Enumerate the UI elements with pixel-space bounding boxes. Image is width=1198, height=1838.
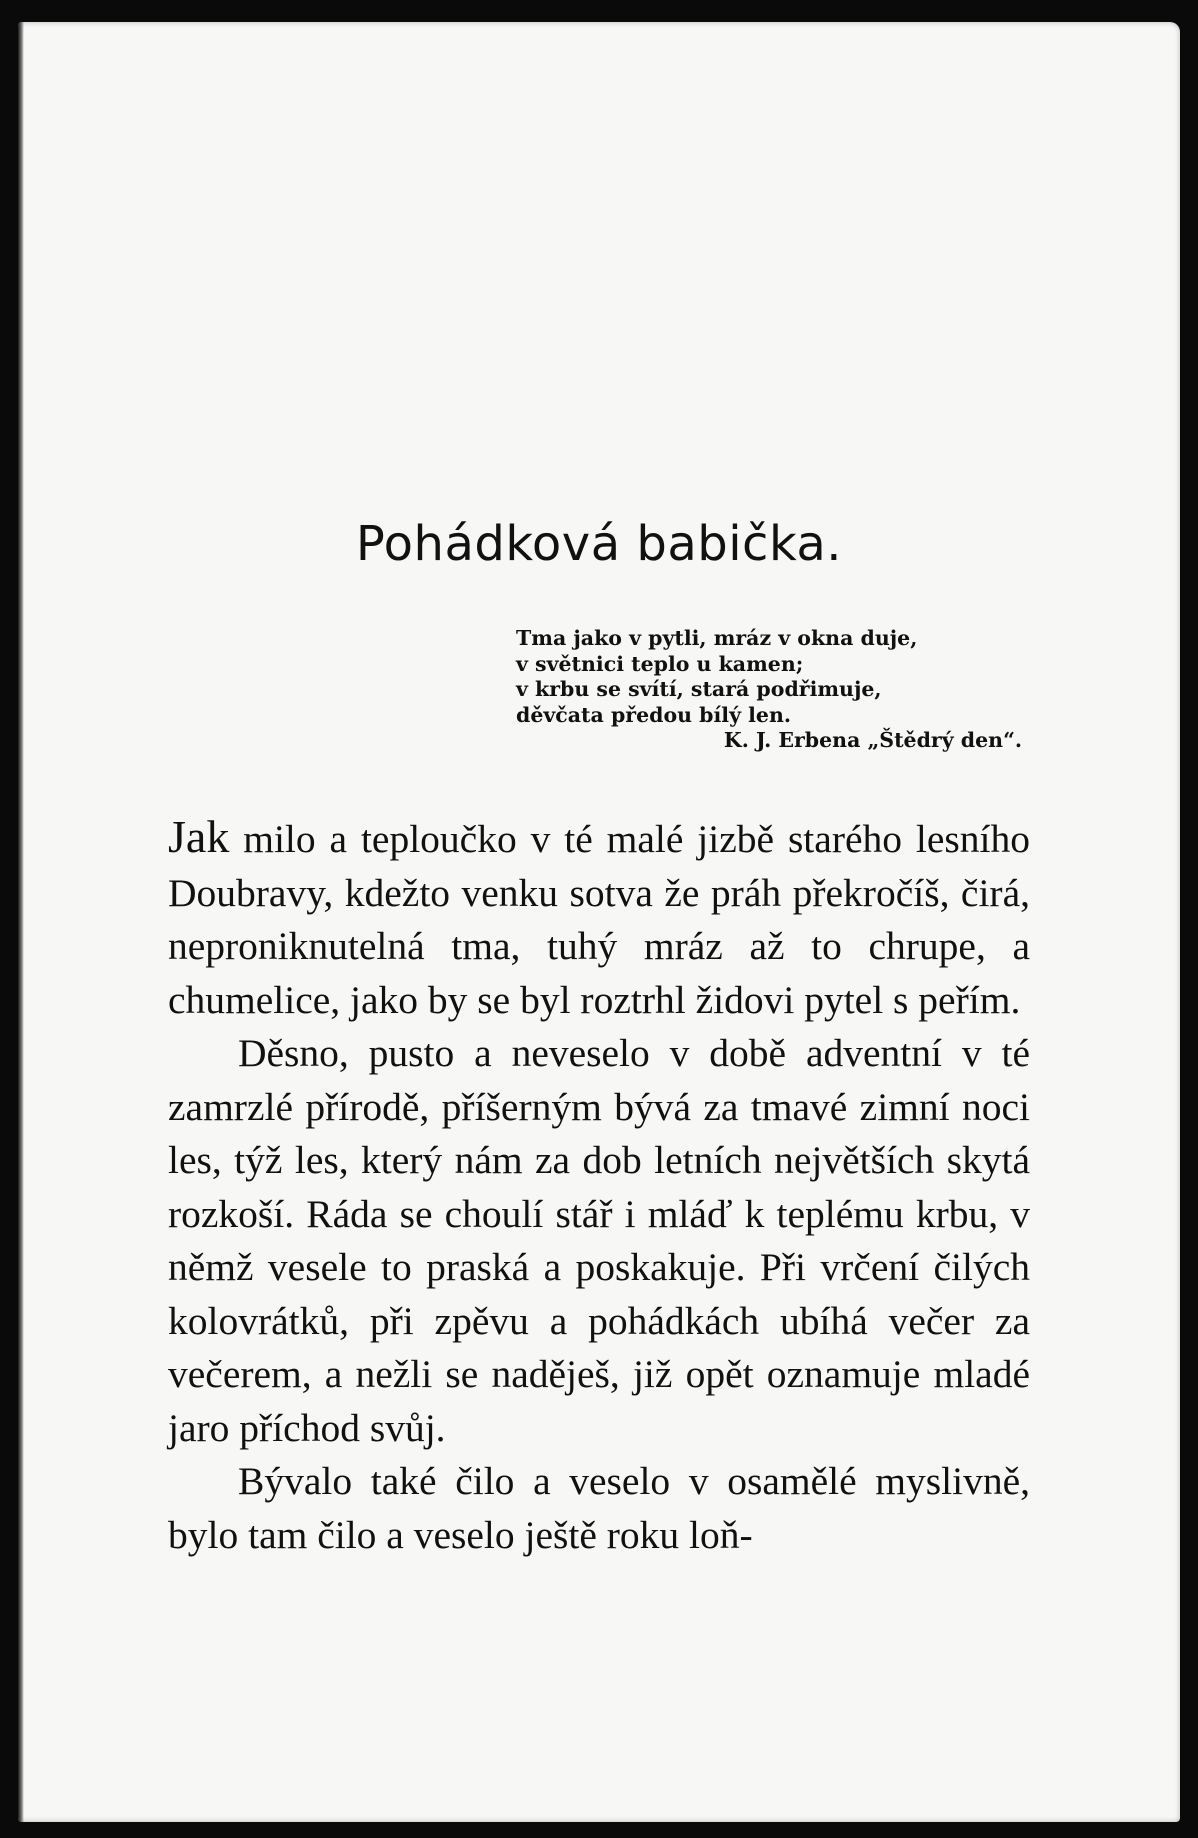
epigraph-line: v krbu se svítí, stará podřimuje, bbox=[516, 677, 882, 701]
paragraph: Děsno, pusto a neveselo v době adventní v té zamrzlé přírodě, příšerným bývá za tmavé zimní noci les, týž les, který nám za dob letních největších skytá rozkoší. Ráda se choulí stář i mláď k teplému krbu, v němž vesele to praská a poskakuje. Při vrčení čilých kolovrátků, při zpěvu a pohádkách ubíhá večer za večerem, a nežli se naděješ, již opět oznamuje mladé jaro příchod svůj. bbox=[168, 1031, 1030, 1450]
epigraph-line: děvčata předou bílý len. bbox=[516, 702, 791, 727]
page-gutter-shadow bbox=[18, 22, 24, 1822]
book-page bbox=[18, 22, 1180, 1822]
epigraph-attribution: K. J. Erbena „Štědrý den“. bbox=[723, 728, 1022, 752]
epigraph-line: v světnici teplo u kamen; bbox=[516, 651, 804, 676]
body-text bbox=[168, 810, 1030, 1562]
epigraph bbox=[516, 626, 1036, 754]
chapter-title: Pohádková babička. bbox=[355, 516, 843, 572]
epigraph-line: Tma jako v pytli, mráz v okna duje, bbox=[516, 626, 918, 650]
paragraph bbox=[168, 810, 1030, 1027]
paragraph-lead-word: Jak bbox=[168, 811, 230, 862]
paragraph: Bývalo také čilo a veselo v osamělé myslivně, bylo tam čilo a veselo ještě roku loň- bbox=[168, 1459, 1030, 1557]
paragraph-text: milo a teploučko v té malé jizbě starého lesního Doubravy, kdežto venku sotva že práh překročíš, čirá, neproniknutelná tma, tuhý mráz až to chrupe, a chumelice, jako by se byl roztrhl židovi pytel s peřím. bbox=[168, 817, 1030, 1022]
